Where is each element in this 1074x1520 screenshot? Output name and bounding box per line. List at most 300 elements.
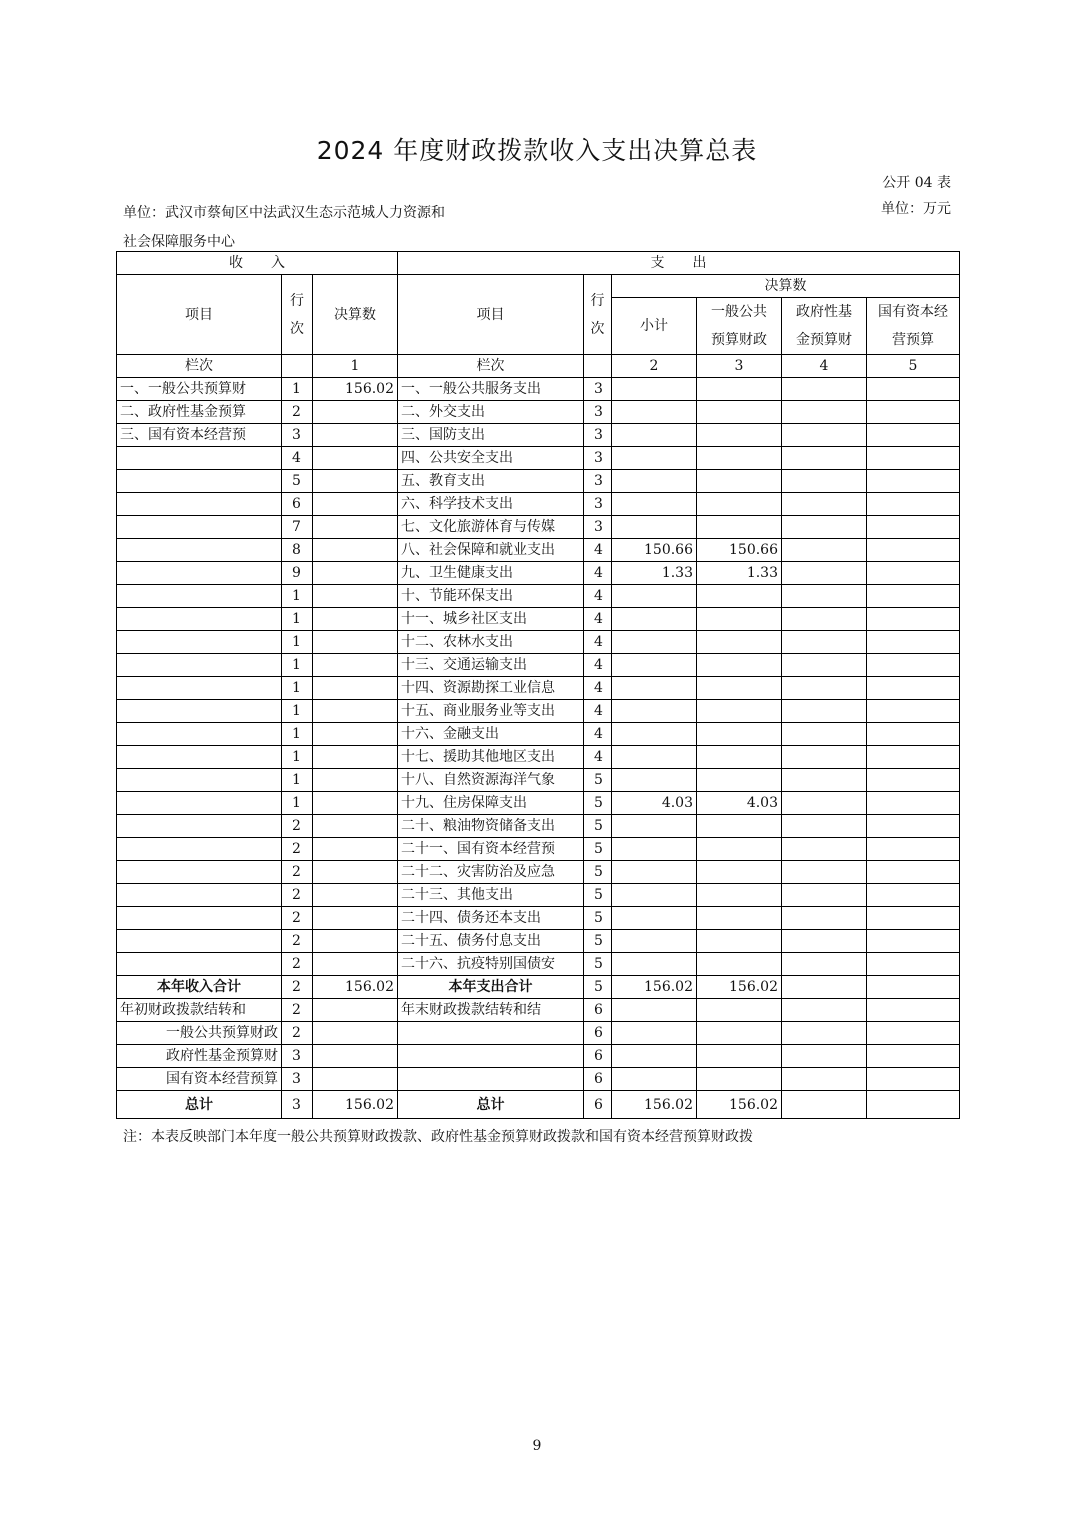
income-row-no: 3 bbox=[282, 424, 313, 447]
gov-fund-value bbox=[782, 562, 867, 585]
subtotal-value bbox=[612, 631, 697, 654]
expense-item: 二十四、债务还本支出 bbox=[398, 907, 584, 930]
expense-item: 十一、城乡社区支出 bbox=[398, 608, 584, 631]
general-budget-value bbox=[697, 769, 782, 792]
income-row-no: 1 bbox=[282, 700, 313, 723]
subtotal-header: 小计 bbox=[612, 298, 697, 355]
state-capital-header: 国有资本经营预算 bbox=[867, 298, 960, 355]
expense-row-no: 5 bbox=[584, 976, 612, 999]
table-row bbox=[117, 654, 960, 677]
general-budget-value bbox=[697, 884, 782, 907]
gov-fund-value bbox=[782, 930, 867, 953]
gov-fund-value bbox=[782, 378, 867, 401]
general-budget-value: 4.03 bbox=[697, 792, 782, 815]
expense-row-no: 5 bbox=[584, 838, 612, 861]
expense-item: 十三、交通运输支出 bbox=[398, 654, 584, 677]
expense-row-no: 4 bbox=[584, 562, 612, 585]
col-number: 3 bbox=[697, 355, 782, 378]
gov-fund-value bbox=[782, 999, 867, 1022]
income-item bbox=[117, 838, 282, 861]
currency-unit: 单位：万元 bbox=[881, 201, 951, 217]
income-rowno-header: 行次 bbox=[282, 275, 313, 355]
expense-row-no: 6 bbox=[584, 1045, 612, 1068]
expense-item: 二十三、其他支出 bbox=[398, 884, 584, 907]
expense-row-no: 5 bbox=[584, 953, 612, 976]
income-row-no: 1 bbox=[282, 378, 313, 401]
income-item bbox=[117, 516, 282, 539]
general-budget-header: 一般公共预算财政 bbox=[697, 298, 782, 355]
state-capital-value bbox=[867, 907, 960, 930]
subtotal-value: 156.02 bbox=[612, 976, 697, 999]
income-row-no: 1 bbox=[282, 608, 313, 631]
state-capital-value bbox=[867, 815, 960, 838]
table-row bbox=[117, 562, 960, 585]
expense-row-no: 5 bbox=[584, 769, 612, 792]
expense-row-no: 3 bbox=[584, 378, 612, 401]
income-amount bbox=[313, 539, 398, 562]
income-row-no: 3 bbox=[282, 1091, 313, 1119]
income-amount-header: 决算数 bbox=[313, 275, 398, 355]
expense-row-no: 3 bbox=[584, 493, 612, 516]
income-amount bbox=[313, 424, 398, 447]
state-capital-value bbox=[867, 539, 960, 562]
table-row bbox=[117, 539, 960, 562]
expense-item: 十六、金融支出 bbox=[398, 723, 584, 746]
income-amount bbox=[313, 769, 398, 792]
general-budget-value: 1.33 bbox=[697, 562, 782, 585]
table-row bbox=[117, 608, 960, 631]
gov-fund-value bbox=[782, 907, 867, 930]
expense-item: 一、一般公共服务支出 bbox=[398, 378, 584, 401]
subtotal-value bbox=[612, 1045, 697, 1068]
table-row bbox=[117, 907, 960, 930]
expense-header: 支 出 bbox=[398, 252, 960, 275]
subtotal-value bbox=[612, 654, 697, 677]
col-number: 2 bbox=[612, 355, 697, 378]
state-capital-value bbox=[867, 1091, 960, 1119]
col-label: 栏次 bbox=[398, 355, 584, 378]
state-capital-value bbox=[867, 723, 960, 746]
table-row bbox=[117, 930, 960, 953]
income-amount bbox=[313, 838, 398, 861]
subtotal-value bbox=[612, 608, 697, 631]
gov-fund-value bbox=[782, 838, 867, 861]
income-amount bbox=[313, 815, 398, 838]
expense-item: 五、教育支出 bbox=[398, 470, 584, 493]
expense-item: 总计 bbox=[398, 1091, 584, 1119]
general-budget-value bbox=[697, 1022, 782, 1045]
state-capital-value bbox=[867, 838, 960, 861]
income-row-no: 1 bbox=[282, 723, 313, 746]
state-capital-value bbox=[867, 953, 960, 976]
subtotal-value bbox=[612, 447, 697, 470]
income-item bbox=[117, 861, 282, 884]
expense-item: 十二、农林水支出 bbox=[398, 631, 584, 654]
income-amount bbox=[313, 723, 398, 746]
income-item bbox=[117, 884, 282, 907]
income-item: 二、政府性基金预算 bbox=[117, 401, 282, 424]
general-budget-value bbox=[697, 700, 782, 723]
expense-row-no: 4 bbox=[584, 631, 612, 654]
table-row bbox=[117, 516, 960, 539]
income-item bbox=[117, 493, 282, 516]
income-item bbox=[117, 631, 282, 654]
expense-item: 十九、住房保障支出 bbox=[398, 792, 584, 815]
subtotal-value: 150.66 bbox=[612, 539, 697, 562]
income-item: 国有资本经营预算 bbox=[117, 1068, 282, 1091]
income-item bbox=[117, 585, 282, 608]
state-capital-value bbox=[867, 976, 960, 999]
subtotal-value bbox=[612, 769, 697, 792]
income-row-no: 2 bbox=[282, 976, 313, 999]
gov-fund-value bbox=[782, 700, 867, 723]
expense-item: 七、文化旅游体育与传媒 bbox=[398, 516, 584, 539]
state-capital-value bbox=[867, 1068, 960, 1091]
expense-row-no: 4 bbox=[584, 585, 612, 608]
gov-fund-value bbox=[782, 401, 867, 424]
income-row-no: 6 bbox=[282, 493, 313, 516]
income-item bbox=[117, 907, 282, 930]
general-budget-value bbox=[697, 493, 782, 516]
subtotal-value bbox=[612, 953, 697, 976]
state-capital-value bbox=[867, 1022, 960, 1045]
table-note: 注：本表反映部门本年度一般公共预算财政拨款、政府性基金预算财政拨款和国有资本经营预算财政拨 bbox=[123, 1129, 753, 1145]
subtotal-value bbox=[612, 1068, 697, 1091]
subtotal-value bbox=[612, 493, 697, 516]
income-row-no: 3 bbox=[282, 1045, 313, 1068]
state-capital-value bbox=[867, 401, 960, 424]
final-amount-header: 决算数 bbox=[612, 275, 960, 298]
subtotal-value: 4.03 bbox=[612, 792, 697, 815]
gov-fund-value bbox=[782, 677, 867, 700]
table-row bbox=[117, 585, 960, 608]
income-header: 收 入 bbox=[117, 252, 398, 275]
subtotal-value bbox=[612, 838, 697, 861]
general-budget-value bbox=[697, 815, 782, 838]
income-item bbox=[117, 447, 282, 470]
income-item bbox=[117, 700, 282, 723]
subtotal-value bbox=[612, 424, 697, 447]
general-budget-value: 156.02 bbox=[697, 976, 782, 999]
state-capital-value bbox=[867, 608, 960, 631]
general-budget-value bbox=[697, 1045, 782, 1068]
page-number: 9 bbox=[532, 1438, 542, 1454]
gov-fund-value bbox=[782, 723, 867, 746]
col-number: 4 bbox=[782, 355, 867, 378]
table-row bbox=[117, 677, 960, 700]
income-amount bbox=[313, 884, 398, 907]
state-capital-value bbox=[867, 424, 960, 447]
page-title: 2024 年度财政拨款收入支出决算总表 bbox=[316, 136, 758, 165]
expense-item: 四、公共安全支出 bbox=[398, 447, 584, 470]
expense-rowno-header: 行次 bbox=[584, 275, 612, 355]
state-capital-value bbox=[867, 999, 960, 1022]
income-amount bbox=[313, 1045, 398, 1068]
expense-row-no: 3 bbox=[584, 447, 612, 470]
gov-fund-value bbox=[782, 470, 867, 493]
income-row-no: 3 bbox=[282, 1068, 313, 1091]
general-budget-value bbox=[697, 424, 782, 447]
state-capital-value bbox=[867, 769, 960, 792]
income-row-no: 4 bbox=[282, 447, 313, 470]
general-budget-value: 150.66 bbox=[697, 539, 782, 562]
annual-total-row bbox=[117, 976, 960, 999]
income-amount bbox=[313, 562, 398, 585]
gov-fund-header: 政府性基金预算财 bbox=[782, 298, 867, 355]
gov-fund-value bbox=[782, 1045, 867, 1068]
general-budget-value: 156.02 bbox=[697, 1091, 782, 1119]
income-amount bbox=[313, 608, 398, 631]
expense-item: 十四、资源勘探工业信息 bbox=[398, 677, 584, 700]
expense-item: 十七、援助其他地区支出 bbox=[398, 746, 584, 769]
table-row bbox=[117, 884, 960, 907]
general-budget-value bbox=[697, 746, 782, 769]
income-amount bbox=[313, 516, 398, 539]
expense-item: 年末财政拨款结转和结 bbox=[398, 999, 584, 1022]
table-row bbox=[117, 815, 960, 838]
general-budget-value bbox=[697, 723, 782, 746]
expense-row-no: 5 bbox=[584, 907, 612, 930]
state-capital-value bbox=[867, 1045, 960, 1068]
subtotal-value: 156.02 bbox=[612, 1091, 697, 1119]
subtotal-value bbox=[612, 930, 697, 953]
table-row bbox=[117, 769, 960, 792]
gov-fund-value bbox=[782, 769, 867, 792]
expense-item-header: 项目 bbox=[398, 275, 584, 355]
expense-item bbox=[398, 1022, 584, 1045]
expense-row-no: 5 bbox=[584, 815, 612, 838]
expense-item: 三、国防支出 bbox=[398, 424, 584, 447]
income-row-no: 2 bbox=[282, 861, 313, 884]
income-row-no: 2 bbox=[282, 907, 313, 930]
general-budget-value bbox=[697, 631, 782, 654]
expense-row-no: 4 bbox=[584, 608, 612, 631]
expense-item: 二十六、抗疫特别国债安 bbox=[398, 953, 584, 976]
income-item bbox=[117, 930, 282, 953]
income-amount bbox=[313, 861, 398, 884]
income-item bbox=[117, 815, 282, 838]
general-budget-value bbox=[697, 447, 782, 470]
expense-row-no: 6 bbox=[584, 1068, 612, 1091]
expense-item: 二、外交支出 bbox=[398, 401, 584, 424]
income-row-no: 5 bbox=[282, 470, 313, 493]
state-capital-value bbox=[867, 700, 960, 723]
reporting-unit: 单位：武汉市蔡甸区中法武汉生态示范城人力资源和社会保障服务中心 bbox=[123, 205, 445, 250]
expense-item: 二十二、灾害防治及应急 bbox=[398, 861, 584, 884]
expense-item: 十八、自然资源海洋气象 bbox=[398, 769, 584, 792]
expense-item: 八、社会保障和就业支出 bbox=[398, 539, 584, 562]
gov-fund-value bbox=[782, 1091, 867, 1119]
expense-item: 十五、商业服务业等支出 bbox=[398, 700, 584, 723]
state-capital-value bbox=[867, 493, 960, 516]
expense-row-no: 3 bbox=[584, 424, 612, 447]
subtotal-value bbox=[612, 401, 697, 424]
gov-fund-value bbox=[782, 792, 867, 815]
subtotal-value bbox=[612, 700, 697, 723]
subtotal-value bbox=[612, 1022, 697, 1045]
income-item bbox=[117, 723, 282, 746]
income-row-no: 9 bbox=[282, 562, 313, 585]
income-amount bbox=[313, 792, 398, 815]
subtotal-value bbox=[612, 884, 697, 907]
state-capital-value bbox=[867, 470, 960, 493]
table-row bbox=[117, 470, 960, 493]
subtotal-value bbox=[612, 999, 697, 1022]
subtotal-value bbox=[612, 378, 697, 401]
income-amount: 156.02 bbox=[313, 1091, 398, 1119]
income-item-header: 项目 bbox=[117, 275, 282, 355]
general-budget-value bbox=[697, 838, 782, 861]
income-row-no: 2 bbox=[282, 815, 313, 838]
income-row-no: 2 bbox=[282, 999, 313, 1022]
gov-fund-value bbox=[782, 608, 867, 631]
income-row-no: 1 bbox=[282, 677, 313, 700]
budget-summary-table bbox=[116, 251, 960, 1119]
carryover-row bbox=[117, 1068, 960, 1091]
carryover-row bbox=[117, 1045, 960, 1068]
expense-row-no: 6 bbox=[584, 1091, 612, 1119]
general-budget-value bbox=[697, 930, 782, 953]
expense-row-no: 5 bbox=[584, 792, 612, 815]
income-amount bbox=[313, 1068, 398, 1091]
gov-fund-value bbox=[782, 1068, 867, 1091]
income-amount bbox=[313, 493, 398, 516]
table-row bbox=[117, 493, 960, 516]
income-amount bbox=[313, 470, 398, 493]
income-item bbox=[117, 654, 282, 677]
gov-fund-value bbox=[782, 815, 867, 838]
income-amount bbox=[313, 585, 398, 608]
table-row bbox=[117, 861, 960, 884]
expense-row-no: 4 bbox=[584, 723, 612, 746]
expense-item: 十、节能环保支出 bbox=[398, 585, 584, 608]
expense-item: 本年支出合计 bbox=[398, 976, 584, 999]
income-item: 总计 bbox=[117, 1091, 282, 1119]
gov-fund-value bbox=[782, 884, 867, 907]
gov-fund-value bbox=[782, 585, 867, 608]
state-capital-value bbox=[867, 631, 960, 654]
income-amount bbox=[313, 953, 398, 976]
table-row bbox=[117, 631, 960, 654]
general-budget-value bbox=[697, 677, 782, 700]
expense-row-no: 6 bbox=[584, 999, 612, 1022]
carryover-row bbox=[117, 1022, 960, 1045]
income-item bbox=[117, 562, 282, 585]
form-number: 公开 04 表 bbox=[882, 175, 951, 191]
income-amount bbox=[313, 746, 398, 769]
expense-row-no: 4 bbox=[584, 746, 612, 769]
income-row-no: 7 bbox=[282, 516, 313, 539]
general-budget-value bbox=[697, 608, 782, 631]
income-amount bbox=[313, 401, 398, 424]
table-row bbox=[117, 746, 960, 769]
state-capital-value bbox=[867, 677, 960, 700]
gov-fund-value bbox=[782, 976, 867, 999]
gov-fund-value bbox=[782, 953, 867, 976]
income-amount bbox=[313, 447, 398, 470]
col-number: 1 bbox=[313, 355, 398, 378]
expense-row-no: 6 bbox=[584, 1022, 612, 1045]
general-budget-value bbox=[697, 516, 782, 539]
income-row-no: 2 bbox=[282, 401, 313, 424]
expense-item bbox=[398, 1068, 584, 1091]
table-row bbox=[117, 700, 960, 723]
expense-row-no: 4 bbox=[584, 700, 612, 723]
state-capital-value bbox=[867, 562, 960, 585]
state-capital-value bbox=[867, 654, 960, 677]
income-item bbox=[117, 792, 282, 815]
income-row-no: 8 bbox=[282, 539, 313, 562]
expense-item: 六、科学技术支出 bbox=[398, 493, 584, 516]
general-budget-value bbox=[697, 953, 782, 976]
income-item: 年初财政拨款结转和 bbox=[117, 999, 282, 1022]
gov-fund-value bbox=[782, 1022, 867, 1045]
general-budget-value bbox=[697, 907, 782, 930]
table-row bbox=[117, 723, 960, 746]
state-capital-value bbox=[867, 792, 960, 815]
income-row-no: 1 bbox=[282, 654, 313, 677]
income-row-no: 1 bbox=[282, 792, 313, 815]
income-item: 三、国有资本经营预 bbox=[117, 424, 282, 447]
expense-row-no: 3 bbox=[584, 516, 612, 539]
subtotal-value bbox=[612, 723, 697, 746]
gov-fund-value bbox=[782, 447, 867, 470]
income-amount bbox=[313, 907, 398, 930]
carryover-row bbox=[117, 999, 960, 1022]
table-row bbox=[117, 447, 960, 470]
income-amount bbox=[313, 677, 398, 700]
state-capital-value bbox=[867, 516, 960, 539]
income-item bbox=[117, 769, 282, 792]
income-item bbox=[117, 677, 282, 700]
income-row-no: 2 bbox=[282, 838, 313, 861]
income-amount bbox=[313, 654, 398, 677]
gov-fund-value bbox=[782, 861, 867, 884]
state-capital-value bbox=[867, 746, 960, 769]
general-budget-value bbox=[697, 1068, 782, 1091]
income-row-no: 2 bbox=[282, 884, 313, 907]
expense-row-no: 3 bbox=[584, 470, 612, 493]
table-row bbox=[117, 424, 960, 447]
subtotal-value bbox=[612, 815, 697, 838]
expense-row-no: 5 bbox=[584, 930, 612, 953]
table-row bbox=[117, 792, 960, 815]
gov-fund-value bbox=[782, 654, 867, 677]
income-amount bbox=[313, 930, 398, 953]
general-budget-value bbox=[697, 378, 782, 401]
income-amount: 156.02 bbox=[313, 378, 398, 401]
general-budget-value bbox=[697, 585, 782, 608]
expense-row-no: 4 bbox=[584, 539, 612, 562]
expense-item bbox=[398, 1045, 584, 1068]
table-row bbox=[117, 378, 960, 401]
col-number: 5 bbox=[867, 355, 960, 378]
income-item: 本年收入合计 bbox=[117, 976, 282, 999]
expense-item: 九、卫生健康支出 bbox=[398, 562, 584, 585]
income-row-no: 1 bbox=[282, 585, 313, 608]
subtotal-value bbox=[612, 470, 697, 493]
income-item: 政府性基金预算财 bbox=[117, 1045, 282, 1068]
income-item bbox=[117, 953, 282, 976]
income-amount bbox=[313, 1022, 398, 1045]
income-amount: 156.02 bbox=[313, 976, 398, 999]
gov-fund-value bbox=[782, 516, 867, 539]
state-capital-value bbox=[867, 861, 960, 884]
state-capital-value bbox=[867, 884, 960, 907]
income-item: 一般公共预算财政 bbox=[117, 1022, 282, 1045]
table-row bbox=[117, 953, 960, 976]
income-amount bbox=[313, 631, 398, 654]
